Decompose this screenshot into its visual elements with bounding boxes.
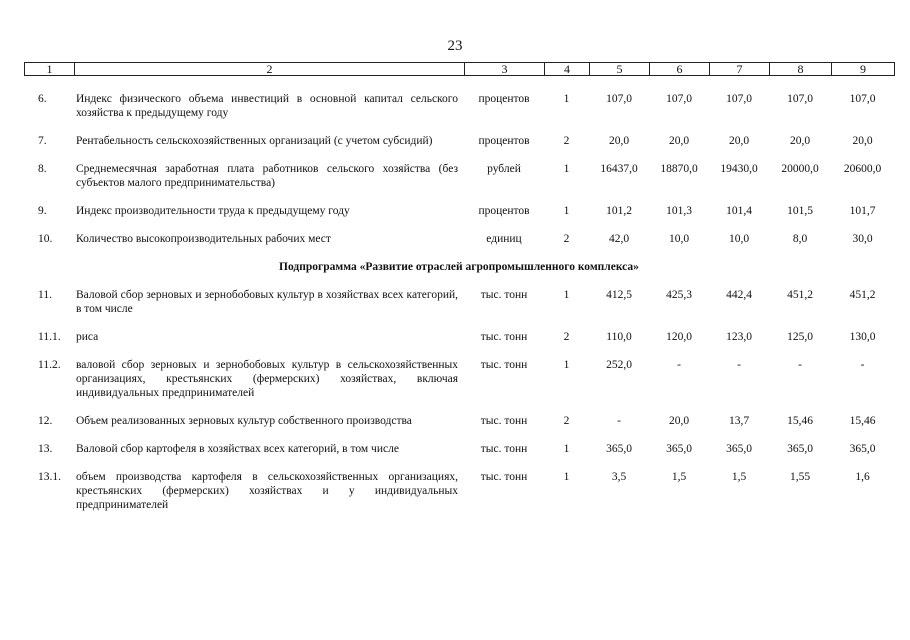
value-col-8: 1,55 xyxy=(789,471,811,483)
indicator-name: Валовой сбор зерновых и зернобобовых культур в хозяйствах всех категорий, в том числе xyxy=(76,289,458,315)
row-number: 13. xyxy=(38,443,53,455)
table-row xyxy=(24,204,894,232)
row-number: 13.1. xyxy=(38,471,61,483)
table-row xyxy=(24,134,894,162)
header-col-3: 3 xyxy=(465,63,545,76)
value-col-7: 10,0 xyxy=(728,233,750,245)
type-code: 1 xyxy=(563,205,570,217)
value-col-8: 125,0 xyxy=(787,331,813,343)
value-col-6: 1,5 xyxy=(671,471,687,483)
indicator-name: Объем реализованных зерновых культур собственного производства xyxy=(76,415,412,427)
value-col-6: 18870,0 xyxy=(660,163,698,175)
value-col-7: 13,7 xyxy=(728,415,750,427)
value-col-5: 107,0 xyxy=(606,93,632,105)
type-code: 1 xyxy=(563,289,570,301)
subprogram-title: Подпрограмма «Развитие отраслей агропромышленного комплекса» xyxy=(279,261,639,273)
indicator-name: Среднемесячная заработная плата работников сельского хозяйства (без субъектов малого предпринимательства) xyxy=(76,163,458,189)
row-number: 11.2. xyxy=(38,359,61,371)
value-col-6: 365,0 xyxy=(666,443,692,455)
value-col-7: 1,5 xyxy=(731,471,747,483)
header-row xyxy=(25,63,895,76)
table-row xyxy=(24,470,894,526)
value-col-5: 101,2 xyxy=(606,205,632,217)
value-col-6: 120,0 xyxy=(666,331,692,343)
unit-of-measure: тыс. тонн xyxy=(480,331,528,343)
header-col-5: 5 xyxy=(590,63,650,76)
table-body xyxy=(24,92,894,526)
column-number-header xyxy=(24,62,895,76)
value-col-5: 20,0 xyxy=(608,135,630,147)
type-code: 2 xyxy=(563,135,570,147)
unit-of-measure: процентов xyxy=(478,205,530,217)
header-col-8: 8 xyxy=(770,63,832,76)
unit-of-measure: тыс. тонн xyxy=(480,471,528,483)
value-col-8: 8,0 xyxy=(792,233,808,245)
value-col-8: 451,2 xyxy=(787,289,813,301)
value-col-6: 20,0 xyxy=(668,135,690,147)
value-col-8: 20,0 xyxy=(789,135,811,147)
value-col-8: 107,0 xyxy=(787,93,813,105)
value-col-6: 101,3 xyxy=(666,205,692,217)
value-col-9: 130,0 xyxy=(849,331,876,343)
row-number: 7. xyxy=(38,135,47,147)
value-col-7: 20,0 xyxy=(728,135,750,147)
indicator-name: Количество высокопроизводительных рабочих мест xyxy=(76,233,331,245)
value-col-5: 110,0 xyxy=(606,331,632,343)
type-code: 1 xyxy=(563,93,570,105)
table-row xyxy=(24,232,894,260)
unit-of-measure: процентов xyxy=(478,93,530,105)
row-number: 6. xyxy=(38,93,47,105)
unit-of-measure: тыс. тонн xyxy=(480,443,528,455)
value-col-7: 19430,0 xyxy=(720,163,758,175)
value-col-6: - xyxy=(677,359,681,371)
value-col-9: 20600,0 xyxy=(843,163,882,175)
indicators-table xyxy=(24,92,894,526)
value-col-7: 101,4 xyxy=(726,205,752,217)
value-col-5: 3,5 xyxy=(611,471,627,483)
value-col-9: - xyxy=(860,359,865,371)
type-code: 1 xyxy=(563,471,570,483)
value-col-7: - xyxy=(737,359,741,371)
indicator-name: Индекс производительности труда к предыдущему году xyxy=(76,205,350,217)
header-col-2: 2 xyxy=(75,63,465,76)
table-row xyxy=(24,162,894,204)
row-number: 10. xyxy=(38,233,53,245)
value-col-5: 412,5 xyxy=(606,289,632,301)
value-col-7: 442,4 xyxy=(726,289,752,301)
row-number: 8. xyxy=(38,163,47,175)
value-col-6: 20,0 xyxy=(668,415,690,427)
type-code: 2 xyxy=(563,415,570,427)
value-col-5: 252,0 xyxy=(606,359,632,371)
value-col-9: 1,6 xyxy=(855,471,870,483)
row-number: 11. xyxy=(38,289,52,301)
value-col-6: 425,3 xyxy=(666,289,692,301)
value-col-8: - xyxy=(798,359,802,371)
table-row xyxy=(24,358,894,414)
value-col-5: 16437,0 xyxy=(600,163,638,175)
value-col-8: 15,46 xyxy=(787,415,813,427)
table-row xyxy=(24,442,894,470)
value-col-9: 101,7 xyxy=(849,205,876,217)
indicator-name: риса xyxy=(76,331,99,343)
type-code: 1 xyxy=(563,359,570,371)
value-col-6: 10,0 xyxy=(668,233,690,245)
value-col-5: 365,0 xyxy=(606,443,632,455)
type-code: 2 xyxy=(563,331,570,343)
table-row xyxy=(24,330,894,358)
value-col-9: 107,0 xyxy=(849,93,876,105)
page-number: 23 xyxy=(447,38,463,54)
header-col-6: 6 xyxy=(650,63,710,76)
row-number: 11.1. xyxy=(38,331,61,343)
indicator-name: валовой сбор зерновых и зернобобовых культур в сельскохозяйственных организациях, крестьянских (фермерских) хозяйствах, включая индивидуальных предпринимателей xyxy=(76,359,458,399)
table-row xyxy=(24,414,894,442)
value-col-6: 107,0 xyxy=(666,93,692,105)
header-col-7: 7 xyxy=(710,63,770,76)
value-col-9: 451,2 xyxy=(849,289,876,301)
row-number: 12. xyxy=(38,415,53,427)
type-code: 1 xyxy=(563,443,570,455)
value-col-9: 365,0 xyxy=(849,443,876,455)
indicator-name: Валовой сбор картофеля в хозяйствах всех категорий, в том числе xyxy=(76,443,399,455)
unit-of-measure: единиц xyxy=(486,233,522,245)
unit-of-measure: тыс. тонн xyxy=(480,359,528,371)
table-row xyxy=(24,288,894,330)
value-col-7: 107,0 xyxy=(726,93,752,105)
indicator-name: Рентабельность сельскохозяйственных организаций (с учетом субсидий) xyxy=(76,135,433,147)
value-col-9: 20,0 xyxy=(852,135,873,147)
unit-of-measure: процентов xyxy=(478,135,530,147)
unit-of-measure: тыс. тонн xyxy=(480,415,528,427)
value-col-8: 365,0 xyxy=(787,443,813,455)
value-col-9: 15,46 xyxy=(849,415,876,427)
type-code: 2 xyxy=(563,233,570,245)
subprogram-heading-row xyxy=(24,260,894,288)
header-col-4: 4 xyxy=(545,63,590,76)
table-row xyxy=(24,92,894,134)
value-col-5: - xyxy=(617,415,621,427)
type-code: 1 xyxy=(563,163,570,175)
unit-of-measure: тыс. тонн xyxy=(480,289,528,301)
row-number: 9. xyxy=(38,205,47,217)
unit-of-measure: рублей xyxy=(487,163,521,175)
value-col-7: 123,0 xyxy=(726,331,752,343)
value-col-7: 365,0 xyxy=(726,443,752,455)
value-col-9: 30,0 xyxy=(852,233,873,245)
value-col-5: 42,0 xyxy=(608,233,630,245)
indicator-name: объем производства картофеля в сельскохозяйственных организациях, крестьянских (фермерских) хозяйствах и у индивидуальных предпринимателей xyxy=(76,471,458,511)
indicator-name: Индекс физического объема инвестиций в основной капитал сельского хозяйства к предыдущему году xyxy=(76,93,458,119)
header-col-9: 9 xyxy=(832,63,895,76)
value-col-8: 101,5 xyxy=(787,205,813,217)
value-col-8: 20000,0 xyxy=(781,163,819,175)
header-col-1: 1 xyxy=(25,63,75,76)
